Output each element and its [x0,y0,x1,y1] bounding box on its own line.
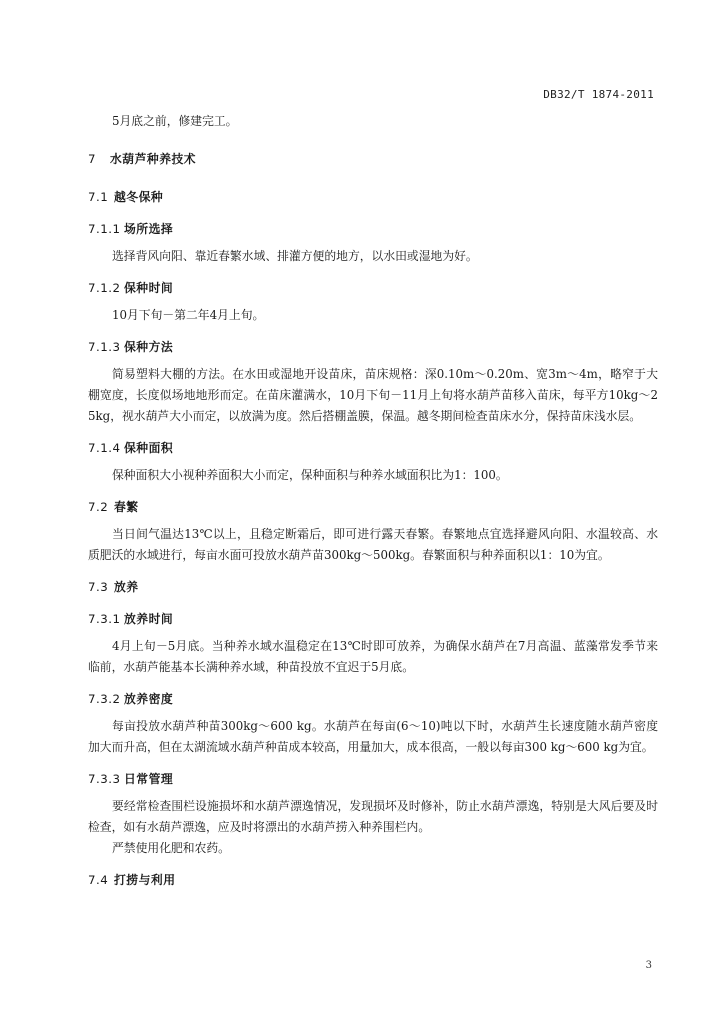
heading-7-3-2 [88,689,658,710]
heading-number: 7.3.2 [88,692,121,706]
paragraph-7-1-3: 简易塑料大棚的方法。在水田或湿地开设苗床，苗床规格：深0.10m～0.20m、宽3m～4m，略窄于大棚宽度，长度似场地地形而定。在苗床灌满水，10月下旬－11月上旬将水葫芦苗移入苗床，每平方10kg～25kg，视水葫芦大小而定，以放满为度。然后搭棚盖膜，保温。越冬期间检查苗床水分，保持苗床浅水层。 [88,367,658,423]
paragraph-7-1-1: 选择背风向阳、靠近春繁水域、排灌方便的地方，以水田或湿地为好。 [112,249,478,263]
heading-title: 水葫芦种养技术 [110,152,197,166]
heading-number: 7.3.3 [88,772,121,786]
heading-number: 7.1.4 [88,441,121,455]
paragraph-7-3-3: 要经常检查围栏设施损坏和水葫芦漂逸情况，发现损坏及时修补，防止水葫芦漂逸，特别是大风后要及时检查，如有水葫芦漂逸，应及时将漂出的水葫芦捞入种养围栏内。 [88,799,658,834]
page-number: 3 [645,960,652,971]
paragraph-7-3-3-note: 严禁使用化肥和农药。 [112,841,230,855]
standard-code: DB32/T 1874-2011 [543,88,654,101]
heading-title: 越冬保种 [114,190,164,204]
paragraph-7-2: 当日间气温达13℃以上，且稳定断霜后，即可进行露天春繁。春繁地点宜选择避风向阳、水温较高、水质肥沃的水域进行，每亩水面可投放水葫芦苗300kg～500kg。春繁面积与种养面积以1：10为宜。 [88,527,658,562]
heading-7-2 [88,497,658,518]
heading-7-3-3 [88,769,658,790]
intro-paragraph: 5月底之前，修建完工。 [112,114,238,128]
heading-number: 7.1 [88,190,109,204]
heading-title: 放养密度 [124,692,174,706]
heading-7-1 [88,187,658,208]
paragraph-7-3-1: 4月上旬－5月底。当种养水域水温稳定在13℃时即可放养，为确保水葫芦在7月高温、蓝藻常发季节来临前，水葫芦能基本长满种养水域，种苗投放不宜迟于5月底。 [88,639,658,674]
heading-title: 打捞与利用 [114,873,176,887]
heading-number: 7.4 [88,873,109,887]
heading-7-1-2 [88,278,658,299]
heading-section-7 [88,149,658,170]
heading-7-1-4 [88,438,658,459]
heading-number: 7.1.3 [88,340,121,354]
heading-title: 保种面积 [124,441,174,455]
heading-number: 7.1.1 [88,222,121,236]
heading-7-1-3 [88,337,658,358]
heading-title: 保种方法 [124,340,174,354]
heading-number: 7.2 [88,500,109,514]
heading-number: 7.1.2 [88,281,121,295]
paragraph-7-1-4: 保种面积大小视种养面积大小而定，保种面积与种养水域面积比为1：100。 [112,468,508,482]
heading-7-3-1 [88,609,658,630]
heading-7-4 [88,870,658,891]
heading-title: 春繁 [114,500,139,514]
paragraph-7-1-2: 10月下旬－第二年4月上旬。 [112,308,265,322]
heading-title: 保种时间 [124,281,174,295]
heading-number: 7 [88,152,97,166]
heading-number: 7.3 [88,580,109,594]
heading-7-1-1 [88,219,658,240]
heading-title: 放养 [114,580,139,594]
heading-title: 放养时间 [124,612,174,626]
heading-title: 日常管理 [124,772,174,786]
page-content [88,111,658,891]
heading-title: 场所选择 [124,222,174,236]
heading-number: 7.3.1 [88,612,121,626]
heading-7-3 [88,577,658,598]
paragraph-7-3-2: 每亩投放水葫芦种苗300kg～600 kg。水葫芦在每亩(6～10)吨以下时，水葫芦生长速度随水葫芦密度加大而升高，但在太湖流域水葫芦种苗成本较高，用量加大，成本很高，一般以每亩300 kg～600 kg为宜。 [88,719,658,754]
